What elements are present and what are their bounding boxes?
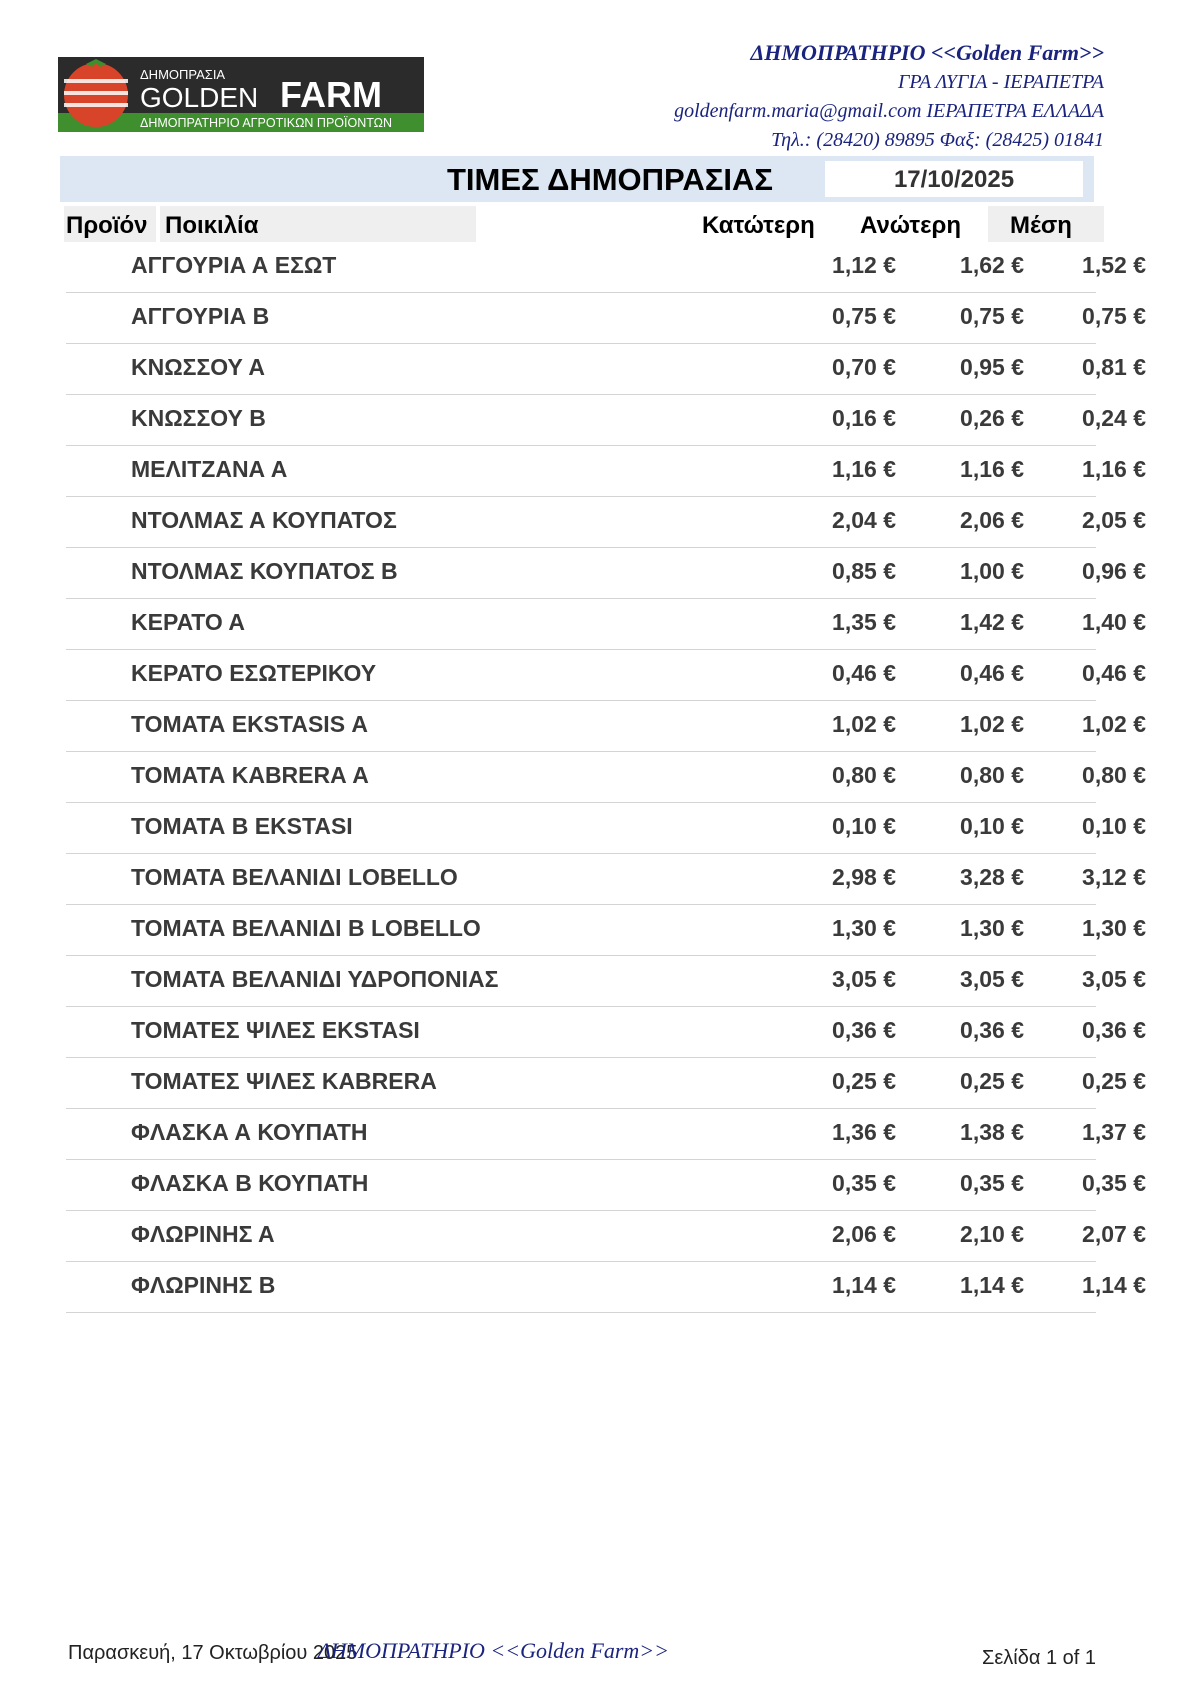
product-name: ΤΟΜΑΤΑ EKSTASIS Α: [131, 711, 369, 737]
price-low: 0,85 €: [832, 558, 896, 584]
product-name: ΑΓΓΟΥΡΙΑ Β: [131, 303, 270, 329]
company-address: ΓΡΑ ΛΥΓΙΑ - ΙΕΡΑΠΕΤΡΑ: [897, 71, 1104, 93]
price-avg: 3,12 €: [1082, 864, 1146, 890]
logo-graphic: [58, 57, 424, 132]
price-low: 0,36 €: [832, 1017, 896, 1043]
table-row: [66, 1262, 1146, 1313]
product-name: ΤΟΜΑΤΑ ΒΕΛΑΝΙΔΙ Β LOBELLO: [131, 915, 481, 941]
price-table: [66, 242, 1146, 1313]
price-low: 2,06 €: [832, 1221, 896, 1247]
table-row: [66, 650, 1146, 701]
table-row: [66, 1007, 1146, 1058]
price-avg: 1,16 €: [1082, 456, 1146, 482]
price-low: 0,75 €: [832, 303, 896, 329]
table-row: [66, 446, 1146, 497]
column-header-variety: Ποικιλία: [165, 212, 259, 239]
price-low: 0,10 €: [832, 813, 896, 839]
price-low: 1,30 €: [832, 915, 896, 941]
product-name: ΤΟΜΑΤΑ Β EKSTASI: [131, 813, 353, 839]
price-high: 1,14 €: [960, 1272, 1024, 1298]
price-high: 1,00 €: [960, 558, 1024, 584]
price-low: 0,46 €: [832, 660, 896, 686]
price-high: 0,95 €: [960, 354, 1024, 380]
table-row: [66, 1109, 1146, 1160]
price-avg: 2,05 €: [1082, 507, 1146, 533]
table-row: [66, 599, 1146, 650]
price-high: 3,05 €: [960, 966, 1024, 992]
product-name: ΦΛΩΡΙΝΗΣ Α: [131, 1221, 275, 1247]
page-title: ΤΙΜΕΣ ΔΗΜΟΠΡΑΣΙΑΣ: [446, 162, 774, 197]
table-row: [66, 701, 1146, 752]
price-low: 1,14 €: [832, 1272, 896, 1298]
product-name: ΚΕΡΑΤΟ Α: [131, 609, 245, 635]
logo-brand-left: GOLDEN: [140, 82, 259, 113]
product-name: ΦΛΑΣΚΑ Α ΚΟΥΠΑΤΗ: [131, 1119, 368, 1145]
price-high: 0,46 €: [960, 660, 1024, 686]
column-header-avg: Μέση: [1010, 212, 1072, 239]
company-email: goldenfarm.maria@gmail.com ΙΕΡΑΠΕΤΡΑ ΕΛΛΑΔΑ: [674, 100, 1104, 122]
price-avg: 0,75 €: [1082, 303, 1146, 329]
product-name: ΜΕΛΙΤΖΑΝΑ Α: [131, 456, 288, 482]
product-name: ΤΟΜΑΤΑ ΒΕΛΑΝΙΔΙ ΥΔΡΟΠΟΝΙΑΣ: [131, 966, 499, 992]
footer-date: Παρασκευή, 17 Οκτωβρίου 2025: [68, 1642, 358, 1664]
footer-page-number: Σελίδα 1 of 1: [981, 1647, 1096, 1669]
table-row: [66, 1211, 1146, 1262]
footer-brand: ΔΗΜΟΠΡΑΤΗΡΙΟ <<Golden Farm>>: [318, 1638, 669, 1663]
price-high: 0,10 €: [960, 813, 1024, 839]
price-avg: 0,80 €: [1082, 762, 1146, 788]
logo-small-text: ΔΗΜΟΠΡΑΣΙΑ: [140, 67, 226, 82]
product-name: ΤΟΜΑΤΑ KABRERA Α: [131, 762, 369, 788]
column-header-high: Ανώτερη: [860, 212, 962, 239]
product-name: ΝΤΟΛΜΑΣ ΚΟΥΠΑΤΟΣ Β: [131, 558, 398, 584]
price-high: 1,42 €: [960, 609, 1024, 635]
price-high: 1,62 €: [960, 252, 1024, 278]
company-name: ΔΗΜΟΠΡΑΤΗΡΙΟ <<Golden Farm>>: [750, 40, 1104, 65]
table-row: [66, 854, 1146, 905]
price-high: 0,26 €: [960, 405, 1024, 431]
price-avg: 1,14 €: [1082, 1272, 1146, 1298]
company-phone: Τηλ.: (28420) 89895 Φαξ: (28425) 01841: [771, 129, 1104, 151]
price-high: 0,75 €: [960, 303, 1024, 329]
price-low: 1,12 €: [832, 252, 896, 278]
table-row: [66, 395, 1146, 446]
price-avg: 1,52 €: [1082, 252, 1146, 278]
price-avg: 0,36 €: [1082, 1017, 1146, 1043]
table-row: [66, 905, 1146, 956]
product-name: ΤΟΜΑΤΕΣ ΨΙΛΕΣ EKSTASI: [131, 1017, 420, 1043]
table-row: [66, 344, 1146, 395]
price-low: 0,16 €: [832, 405, 896, 431]
price-avg: 1,37 €: [1082, 1119, 1146, 1145]
price-high: 0,80 €: [960, 762, 1024, 788]
column-header-low: Κατώτερη: [702, 212, 815, 239]
price-high: 2,10 €: [960, 1221, 1024, 1247]
price-low: 1,35 €: [832, 609, 896, 635]
price-avg: 0,46 €: [1082, 660, 1146, 686]
price-avg: 2,07 €: [1082, 1221, 1146, 1247]
price-avg: 1,02 €: [1082, 711, 1146, 737]
price-avg: 0,25 €: [1082, 1068, 1146, 1094]
price-avg: 0,10 €: [1082, 813, 1146, 839]
price-high: 2,06 €: [960, 507, 1024, 533]
price-avg: 1,40 €: [1082, 609, 1146, 635]
price-low: 1,36 €: [832, 1119, 896, 1145]
price-low: 1,16 €: [832, 456, 896, 482]
price-low: 0,25 €: [832, 1068, 896, 1094]
table-row: [66, 548, 1146, 599]
table-row: [66, 242, 1146, 293]
price-avg: 1,30 €: [1082, 915, 1146, 941]
auction-date: 17/10/2025: [825, 161, 1083, 197]
price-avg: 0,81 €: [1082, 354, 1146, 380]
product-name: ΑΓΓΟΥΡΙΑ Α ΕΣΩΤ: [131, 252, 337, 278]
product-name: ΦΛΩΡΙΝΗΣ Β: [131, 1272, 276, 1298]
logo-brand-right: FARM: [280, 74, 382, 115]
table-row: [66, 497, 1146, 548]
table-row: [66, 956, 1146, 1007]
price-low: 3,05 €: [832, 966, 896, 992]
column-header-product: Προϊόν: [66, 212, 148, 239]
product-name: ΚΕΡΑΤΟ ΕΣΩΤΕΡΙΚΟΥ: [131, 660, 377, 686]
price-high: 1,16 €: [960, 456, 1024, 482]
table-row: [66, 1160, 1146, 1211]
price-avg: 0,24 €: [1082, 405, 1146, 431]
table-row: [66, 293, 1146, 344]
product-name: ΤΟΜΑΤΑ ΒΕΛΑΝΙΔΙ LOBELLO: [131, 864, 458, 890]
table-row: [66, 752, 1146, 803]
price-low: 0,35 €: [832, 1170, 896, 1196]
price-low: 0,70 €: [832, 354, 896, 380]
price-avg: 0,96 €: [1082, 558, 1146, 584]
table-row: [66, 1058, 1146, 1109]
title-band: [60, 156, 1094, 202]
product-name: ΤΟΜΑΤΕΣ ΨΙΛΕΣ KABRERA: [131, 1068, 437, 1094]
company-header: [674, 38, 1104, 155]
product-name: ΚΝΩΣΣΟΥ Β: [131, 405, 266, 431]
price-high: 0,36 €: [960, 1017, 1024, 1043]
price-high: 0,35 €: [960, 1170, 1024, 1196]
price-low: 2,98 €: [832, 864, 896, 890]
price-high: 1,38 €: [960, 1119, 1024, 1145]
product-name: ΝΤΟΛΜΑΣ Α ΚΟΥΠΑΤΟΣ: [131, 507, 397, 533]
price-low: 0,80 €: [832, 762, 896, 788]
product-name: ΚΝΩΣΣΟΥ Α: [131, 354, 266, 380]
table-row: [66, 803, 1146, 854]
price-avg: 0,35 €: [1082, 1170, 1146, 1196]
price-low: 1,02 €: [832, 711, 896, 737]
price-avg: 3,05 €: [1082, 966, 1146, 992]
price-high: 3,28 €: [960, 864, 1024, 890]
logo-tagline: ΔΗΜΟΠΡΑΤΗΡΙΟ ΑΓΡΟΤΙΚΩΝ ΠΡΟΪΟΝΤΩΝ: [140, 116, 393, 130]
price-high: 1,30 €: [960, 915, 1024, 941]
product-name: ΦΛΑΣΚΑ Β ΚΟΥΠΑΤΗ: [131, 1170, 369, 1196]
price-high: 0,25 €: [960, 1068, 1024, 1094]
price-high: 1,02 €: [960, 711, 1024, 737]
company-logo: [58, 57, 424, 132]
price-low: 2,04 €: [832, 507, 896, 533]
